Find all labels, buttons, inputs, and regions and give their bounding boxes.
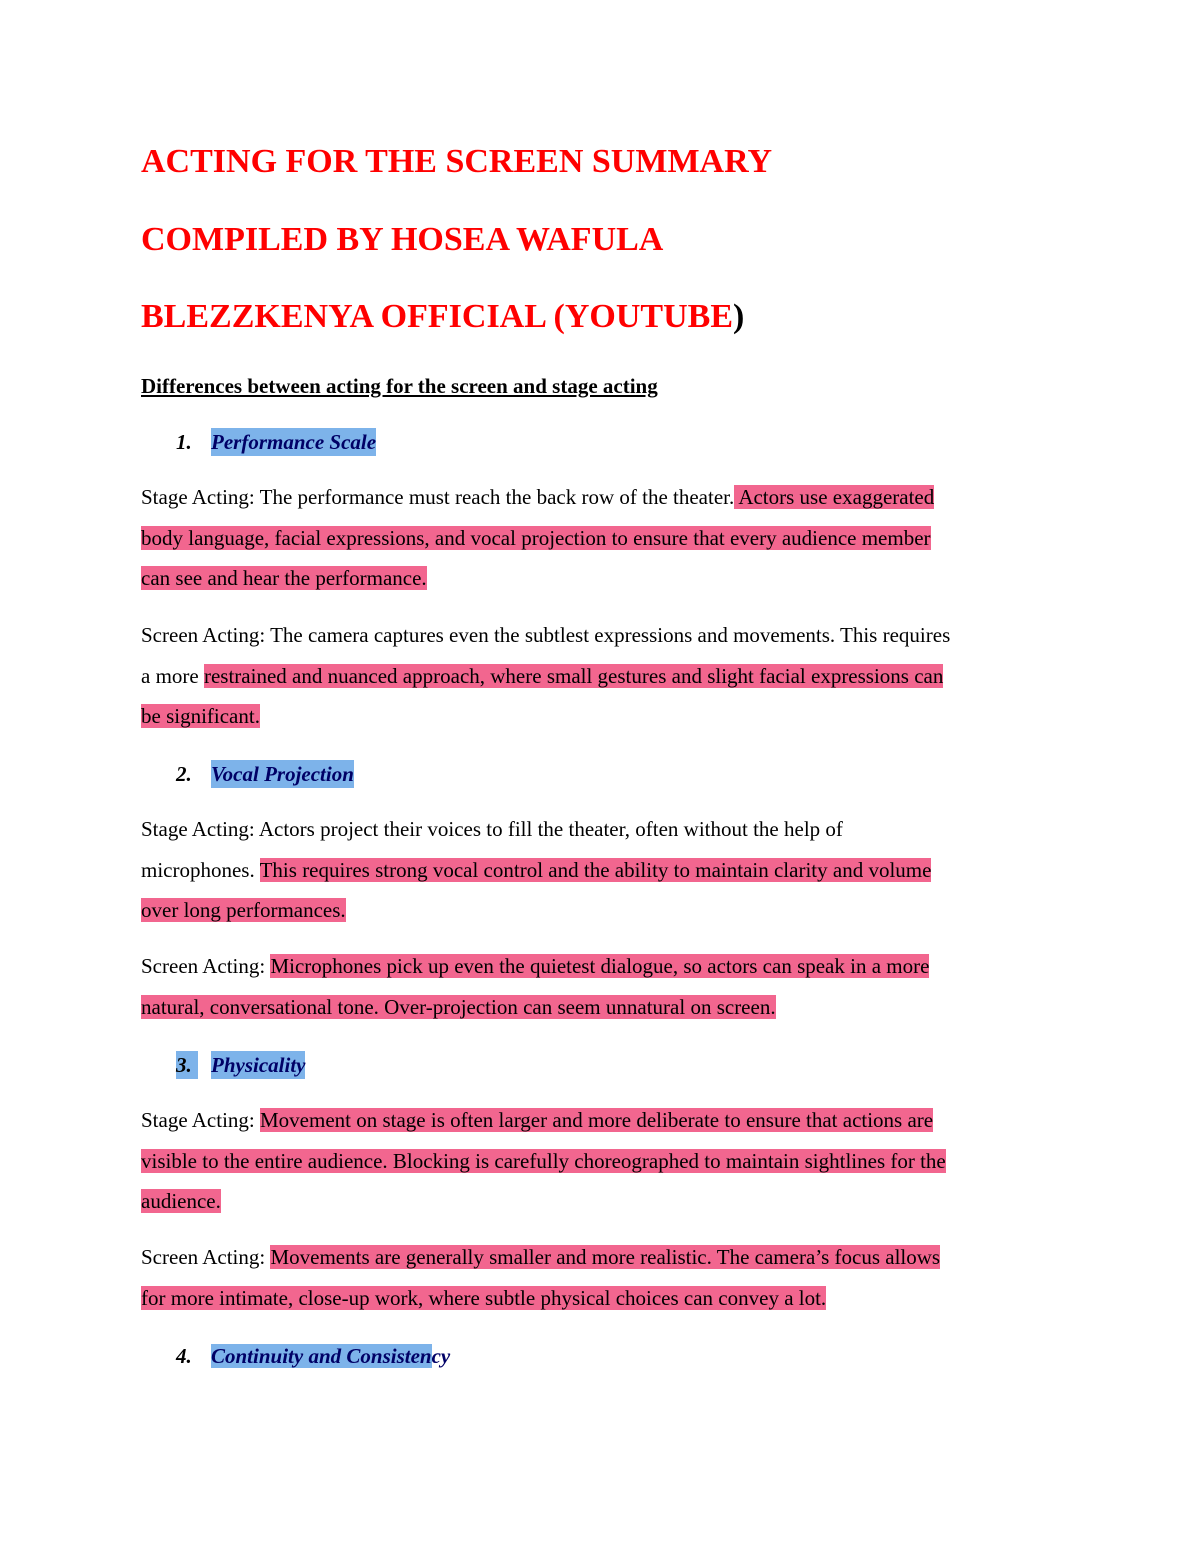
- stage-acting-paragraph-3: [141, 1100, 1061, 1222]
- highlighted-text: restrained and nuanced approach, where small gestures and slight facial expressions can: [203, 663, 944, 688]
- screen-acting-paragraph-2: [141, 946, 1061, 1027]
- section-subtitle: Differences between acting for the screen and stage acting: [141, 374, 658, 398]
- stage-acting-label: Stage Acting:: [141, 485, 255, 509]
- highlighted-text: audience.: [141, 1189, 221, 1214]
- highlighted-text: be significant.: [141, 704, 260, 729]
- paragraph-line: [141, 850, 1061, 891]
- highlighted-text: This requires strong vocal control and the ability to maintain clarity and volume: [259, 857, 932, 882]
- section-heading-highlighted: Continuity and Consisten: [211, 1344, 432, 1368]
- paragraph-line: [141, 1100, 1061, 1141]
- paragraph-line: [141, 518, 1061, 559]
- stage-acting-label: Stage Acting:: [141, 817, 255, 841]
- stage-acting-paragraph-1: [141, 477, 1061, 599]
- section-heading-label: Performance Scale: [211, 430, 377, 454]
- screen-acting-paragraph-3: [141, 1237, 1061, 1318]
- section-heading-1: [0, 428, 1200, 456]
- plain-text: The performance must reach the back row of the theater.: [254, 485, 735, 509]
- channel-credit-close-paren: ): [733, 298, 745, 335]
- highlighted-text: Actors use exaggerated: [734, 485, 935, 509]
- section-number: 4.: [176, 1344, 192, 1368]
- stage-acting-paragraph-2: [141, 809, 1061, 931]
- paragraph-line: [141, 1237, 1061, 1278]
- section-number: 3.: [176, 1051, 198, 1079]
- highlighted-text: for more intimate, close-up work, where subtle physical choices can convey a lot.: [141, 1285, 827, 1310]
- paragraph-line: [141, 1141, 1061, 1182]
- plain-text: Actors project their voices to fill the theater, often without the help of: [254, 817, 843, 841]
- paragraph-line: [141, 477, 1061, 518]
- section-heading-rest: cy: [431, 1344, 451, 1368]
- section-heading-label: [211, 1342, 450, 1370]
- plain-text: a more: [141, 663, 204, 688]
- section-heading-2: [0, 760, 1200, 788]
- paragraph-line: [141, 615, 1061, 656]
- channel-credit: [141, 297, 744, 337]
- section-heading-3: [0, 1051, 1200, 1079]
- highlighted-text: body language, facial expressions, and vocal projection to ensure that every audience member: [141, 525, 931, 550]
- paragraph-line: [141, 946, 1061, 987]
- paragraph-line: [141, 809, 1061, 850]
- document-title: ACTING FOR THE SCREEN SUMMARY: [141, 143, 773, 180]
- highlighted-text: natural, conversational tone. Over-projection can seem unnatural on screen.: [141, 994, 776, 1019]
- paragraph-line: [141, 656, 1061, 697]
- stage-acting-label: Stage Acting:: [141, 1108, 255, 1132]
- highlighted-text: Microphones pick up even the quietest dialogue, so actors can speak in a more: [270, 954, 930, 978]
- screen-acting-paragraph-1: [141, 615, 1061, 737]
- screen-acting-label: Screen Acting:: [141, 954, 266, 978]
- highlighted-text: visible to the entire audience. Blocking is carefully choreographed to maintain sightlines for the: [141, 1148, 946, 1173]
- section-heading-label: Physicality: [211, 1053, 306, 1077]
- author-credit: COMPILED BY HOSEA WAFULA: [141, 221, 664, 258]
- plain-text: The camera captures even the subtlest expressions and movements. This requires: [265, 623, 951, 647]
- channel-credit-text: BLEZZKENYA OFFICIAL (YOUTUBE: [141, 298, 733, 335]
- paragraph-line: [141, 1181, 1061, 1222]
- plain-text: microphones.: [141, 857, 260, 882]
- section-number: 2.: [176, 762, 192, 786]
- paragraph-line: [141, 890, 1061, 931]
- screen-acting-label: Screen Acting:: [141, 1245, 266, 1269]
- highlighted-text: over long performances.: [141, 898, 346, 923]
- paragraph-line: [141, 987, 1061, 1028]
- section-heading-4: [0, 1342, 1200, 1370]
- highlighted-text: Movements are generally smaller and more realistic. The camera’s focus allows: [270, 1245, 941, 1269]
- section-heading-label: Vocal Projection: [211, 762, 354, 786]
- highlighted-text: Movement on stage is often larger and more deliberate to ensure that actions are: [260, 1108, 934, 1132]
- screen-acting-label: Screen Acting:: [141, 623, 266, 647]
- paragraph-line: [141, 696, 1061, 737]
- section-number: 1.: [176, 430, 192, 454]
- paragraph-line: [141, 1278, 1061, 1319]
- paragraph-line: [141, 558, 1061, 599]
- highlighted-text: can see and hear the performance.: [141, 566, 427, 591]
